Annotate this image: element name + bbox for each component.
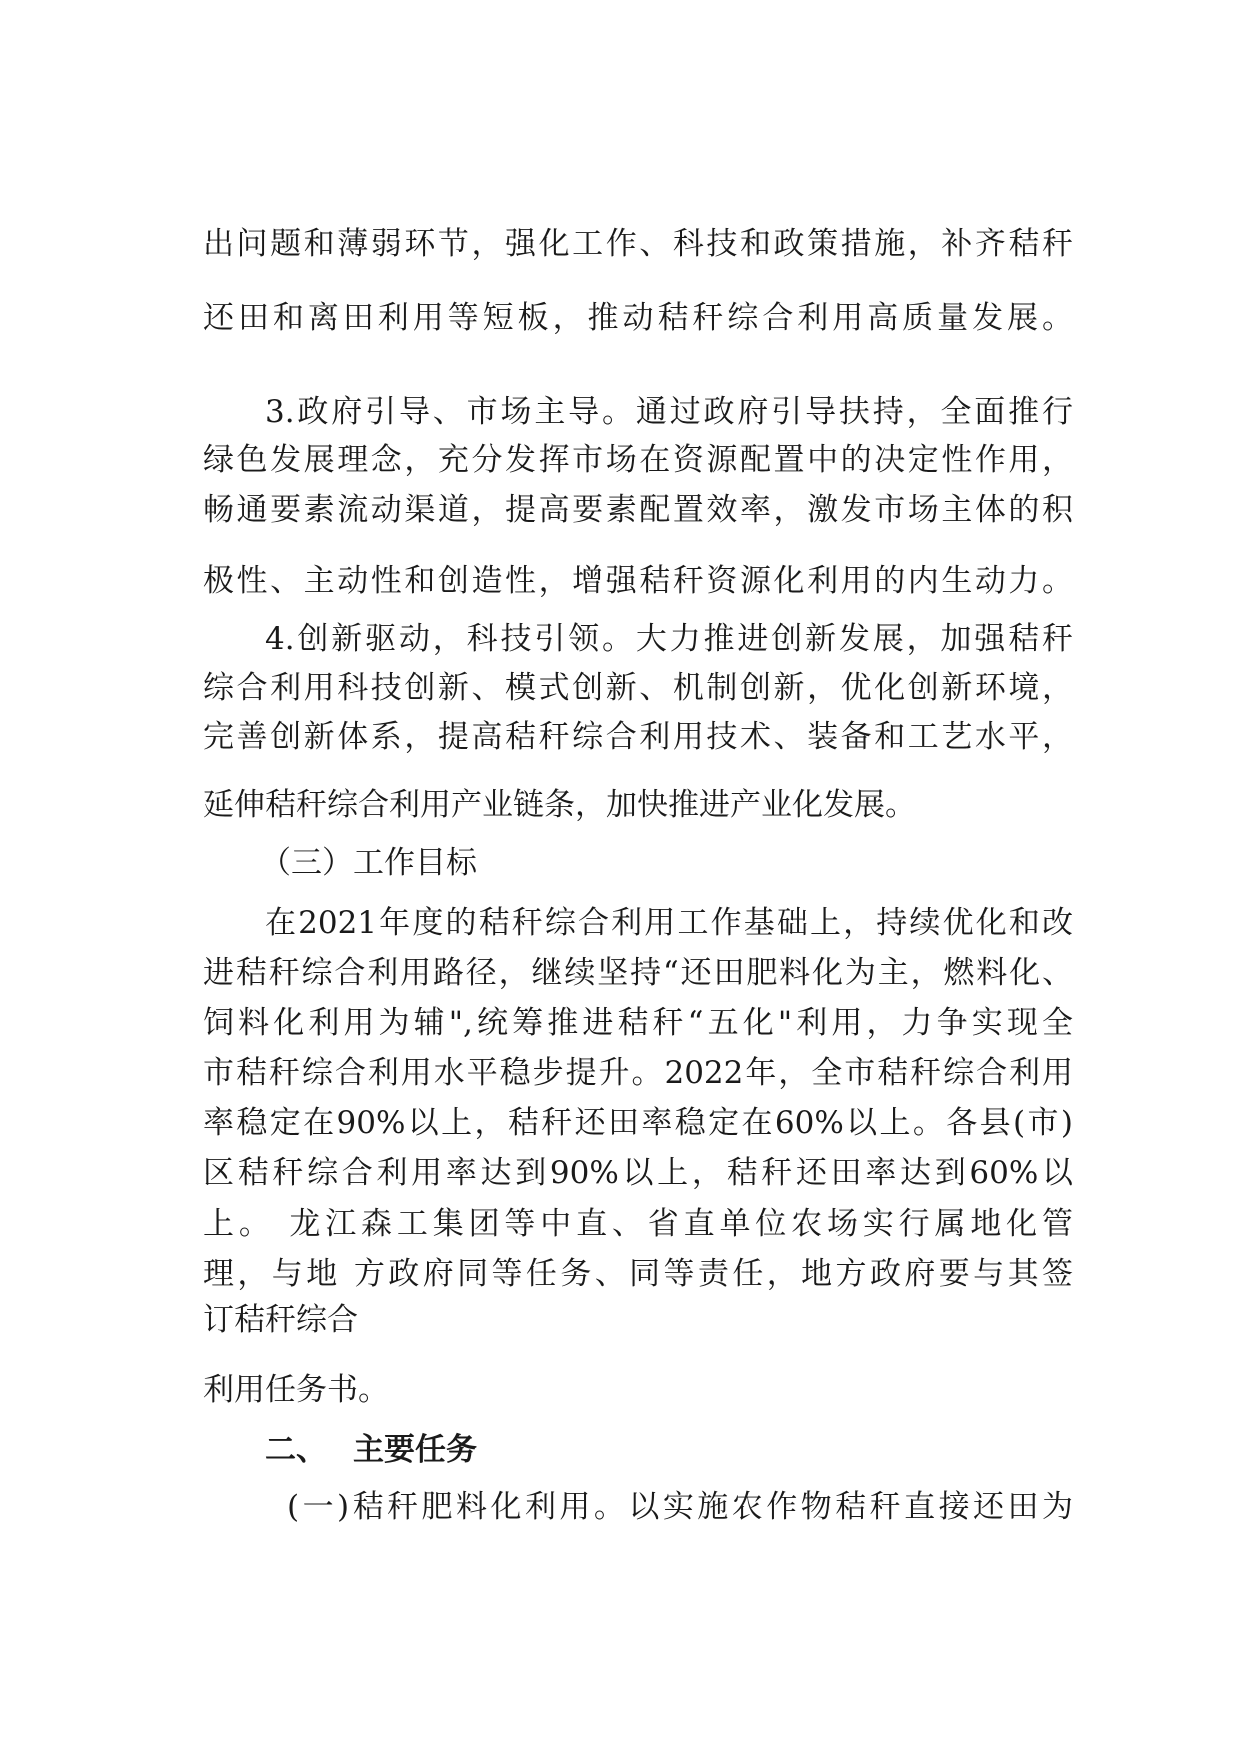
paragraph-line: 利用任务书。: [203, 1372, 389, 1408]
paragraph-line: 延伸秸秆综合利用产业链条，加快推进产业化发展。: [203, 787, 916, 823]
paragraph-line: 综合利用科技创新、模式创新、机制创新，优化创新环境，: [203, 670, 1073, 706]
section-heading-title: 主要任务: [353, 1432, 477, 1468]
paragraph-line: 极性、主动性和创造性，增强秸秆资源化利用的内生动力。: [203, 563, 1073, 599]
paragraph-line: 畅通要素流动渠道，提高要素配置效率，激发市场主体的积: [203, 492, 1073, 528]
paragraph-line: 在2021年度的秸秆综合利用工作基础上，持续优化和改: [265, 905, 1073, 941]
paragraph-line: 绿色发展理念，充分发挥市场在资源配置中的决定性作用，: [203, 442, 1073, 478]
section-subheading: （三）工作目标: [260, 845, 477, 881]
paragraph-line: 上。 龙江森工集团等中直、省直单位农场实行属地化管: [203, 1206, 1073, 1242]
paragraph-line: 还田和离田利用等短板，推动秸秆综合利用高质量发展。: [203, 300, 1073, 336]
paragraph-line: 订秸秆综合: [203, 1302, 358, 1338]
paragraph-line: (一)秸秆肥料化利用。以实施农作物秸秆直接还田为: [287, 1489, 1073, 1525]
paragraph-line: 4.创新驱动，科技引领。大力推进创新发展，加强秸秆: [265, 621, 1073, 657]
paragraph-line: 出问题和薄弱环节，强化工作、科技和政策措施，补齐秸秆: [203, 226, 1073, 262]
paragraph-line: 率稳定在90%以上，秸秆还田率稳定在60%以上。各县(市): [203, 1105, 1073, 1141]
paragraph-line: 市秸秆综合利用水平稳步提升。2022年，全市秸秆综合利用: [203, 1055, 1073, 1091]
paragraph-line: 饲料化利用为辅",统筹推进秸秆“五化"利用，力争实现全: [203, 1005, 1073, 1041]
section-heading-number: 二、: [265, 1432, 327, 1468]
paragraph-line: 区秸秆综合利用率达到90%以上，秸秆还田率达到60%以: [203, 1155, 1073, 1191]
paragraph-line: 进秸秆综合利用路径，继续坚持“还田肥料化为主，燃料化、: [203, 955, 1073, 991]
paragraph-line: 理，与地 方政府同等任务、同等责任，地方政府要与其签: [203, 1256, 1073, 1292]
paragraph-line: 3.政府引导、市场主导。通过政府引导扶持，全面推行: [265, 394, 1073, 430]
paragraph-line: 完善创新体系，提高秸秆综合利用技术、装备和工艺水平，: [203, 719, 1073, 755]
section-heading: [265, 1430, 477, 1470]
